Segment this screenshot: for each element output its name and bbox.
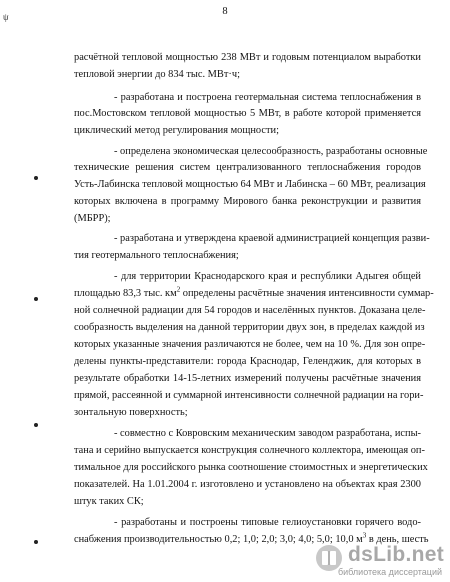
margin-mark (34, 297, 38, 301)
text-fragment: в день, шесть (368, 534, 429, 545)
corner-mark: ψ (3, 12, 9, 22)
margin-mark (34, 540, 38, 544)
text-line: - совместно с Ковровским механическим заводом разработана, испы- (114, 428, 422, 439)
page-number: 8 (222, 6, 228, 17)
text-line: прямой, рассеянной и суммарной интенсивности солнечной радиации на гори- (74, 390, 424, 401)
text-line: ной солнечной радиации для 54 городов и населённых пунктов. Доказана целе- (74, 305, 426, 316)
text-fragment: снабжения производительностью 0,2; 1,0; 2,0; 3,0; 4,0; 5,0; 10,0 м (74, 534, 363, 545)
text-line: - разработана и утверждена краевой администрацией концепция разви- (114, 233, 430, 244)
text-line: которых указанные значения различаются не более, чем на 10 %. Для зон опре- (74, 339, 426, 350)
text-fragment: определены расчётные значения интенсивности суммар- (182, 288, 434, 299)
text-line: сообразность выделения на данной территории двух зон, в пределах каждой из (74, 322, 425, 333)
superscript: 2 (176, 285, 181, 294)
text-line (74, 285, 434, 300)
text-line: тепловой энергии до 834 тыс. МВт·ч; (74, 69, 240, 80)
text-line: тана и серийно выпускается конструкция солнечного коллектора, имеющая оп- (74, 445, 425, 456)
text-line: - определена экономическая целесообразность, разработаны основные (114, 146, 428, 157)
watermark-logo: dsLib.net (348, 543, 445, 566)
text-line: расчётной тепловой мощностью 238 МВт и годовым потенциалом выработки (74, 52, 421, 63)
margin-mark (34, 176, 38, 180)
text-line: - для территории Краснодарского края и республики Адыгея общей (114, 271, 421, 282)
text-line: Усть-Лабинска тепловой мощностью 64 МВт и Лабинска – 60 МВт, реализация (74, 179, 426, 190)
text-line: технические решения систем централизованного теплоснабжения городов (74, 162, 421, 173)
watermark-subtitle: библиотека диссертаций (338, 567, 443, 577)
text-line: зонтальную поверхность; (74, 407, 188, 418)
text-line: тия геотермального теплоснабжения; (74, 250, 239, 261)
text-line: - разработана и построена геотермальная система теплоснабжения в (114, 92, 421, 103)
superscript: 3 (362, 531, 367, 540)
text-line: показателей. На 1.01.2004 г. изготовлено и установлено на объектах края 2300 (74, 479, 421, 490)
text-line: результате обработки 14-15-летних измерений получены расчётные значения (74, 373, 421, 384)
text-line: которых включена в программу Мирового банка реконструкции и развития (74, 196, 421, 207)
text-line: тимальное для российского рынка соотношение стоимостных и энергетических (74, 462, 428, 473)
text-line: (МБРР); (74, 213, 111, 224)
text-line: делены пункты-представители: города Краснодар, Геленджик, для которых в (74, 356, 421, 367)
margin-mark (34, 423, 38, 427)
text-line: - разработаны и построены типовые гелиоустановки горячего водо- (114, 517, 421, 528)
text-fragment: площадью 83,3 тыс. км (74, 288, 177, 299)
text-line: пос.Мостовском тепловой мощностью 5 МВт, в работе которой применяется (74, 108, 421, 119)
text-line: циклический метод регулирования мощности; (74, 125, 279, 136)
text-line: штук таких СК; (74, 496, 144, 507)
watermark[interactable] (310, 541, 444, 579)
